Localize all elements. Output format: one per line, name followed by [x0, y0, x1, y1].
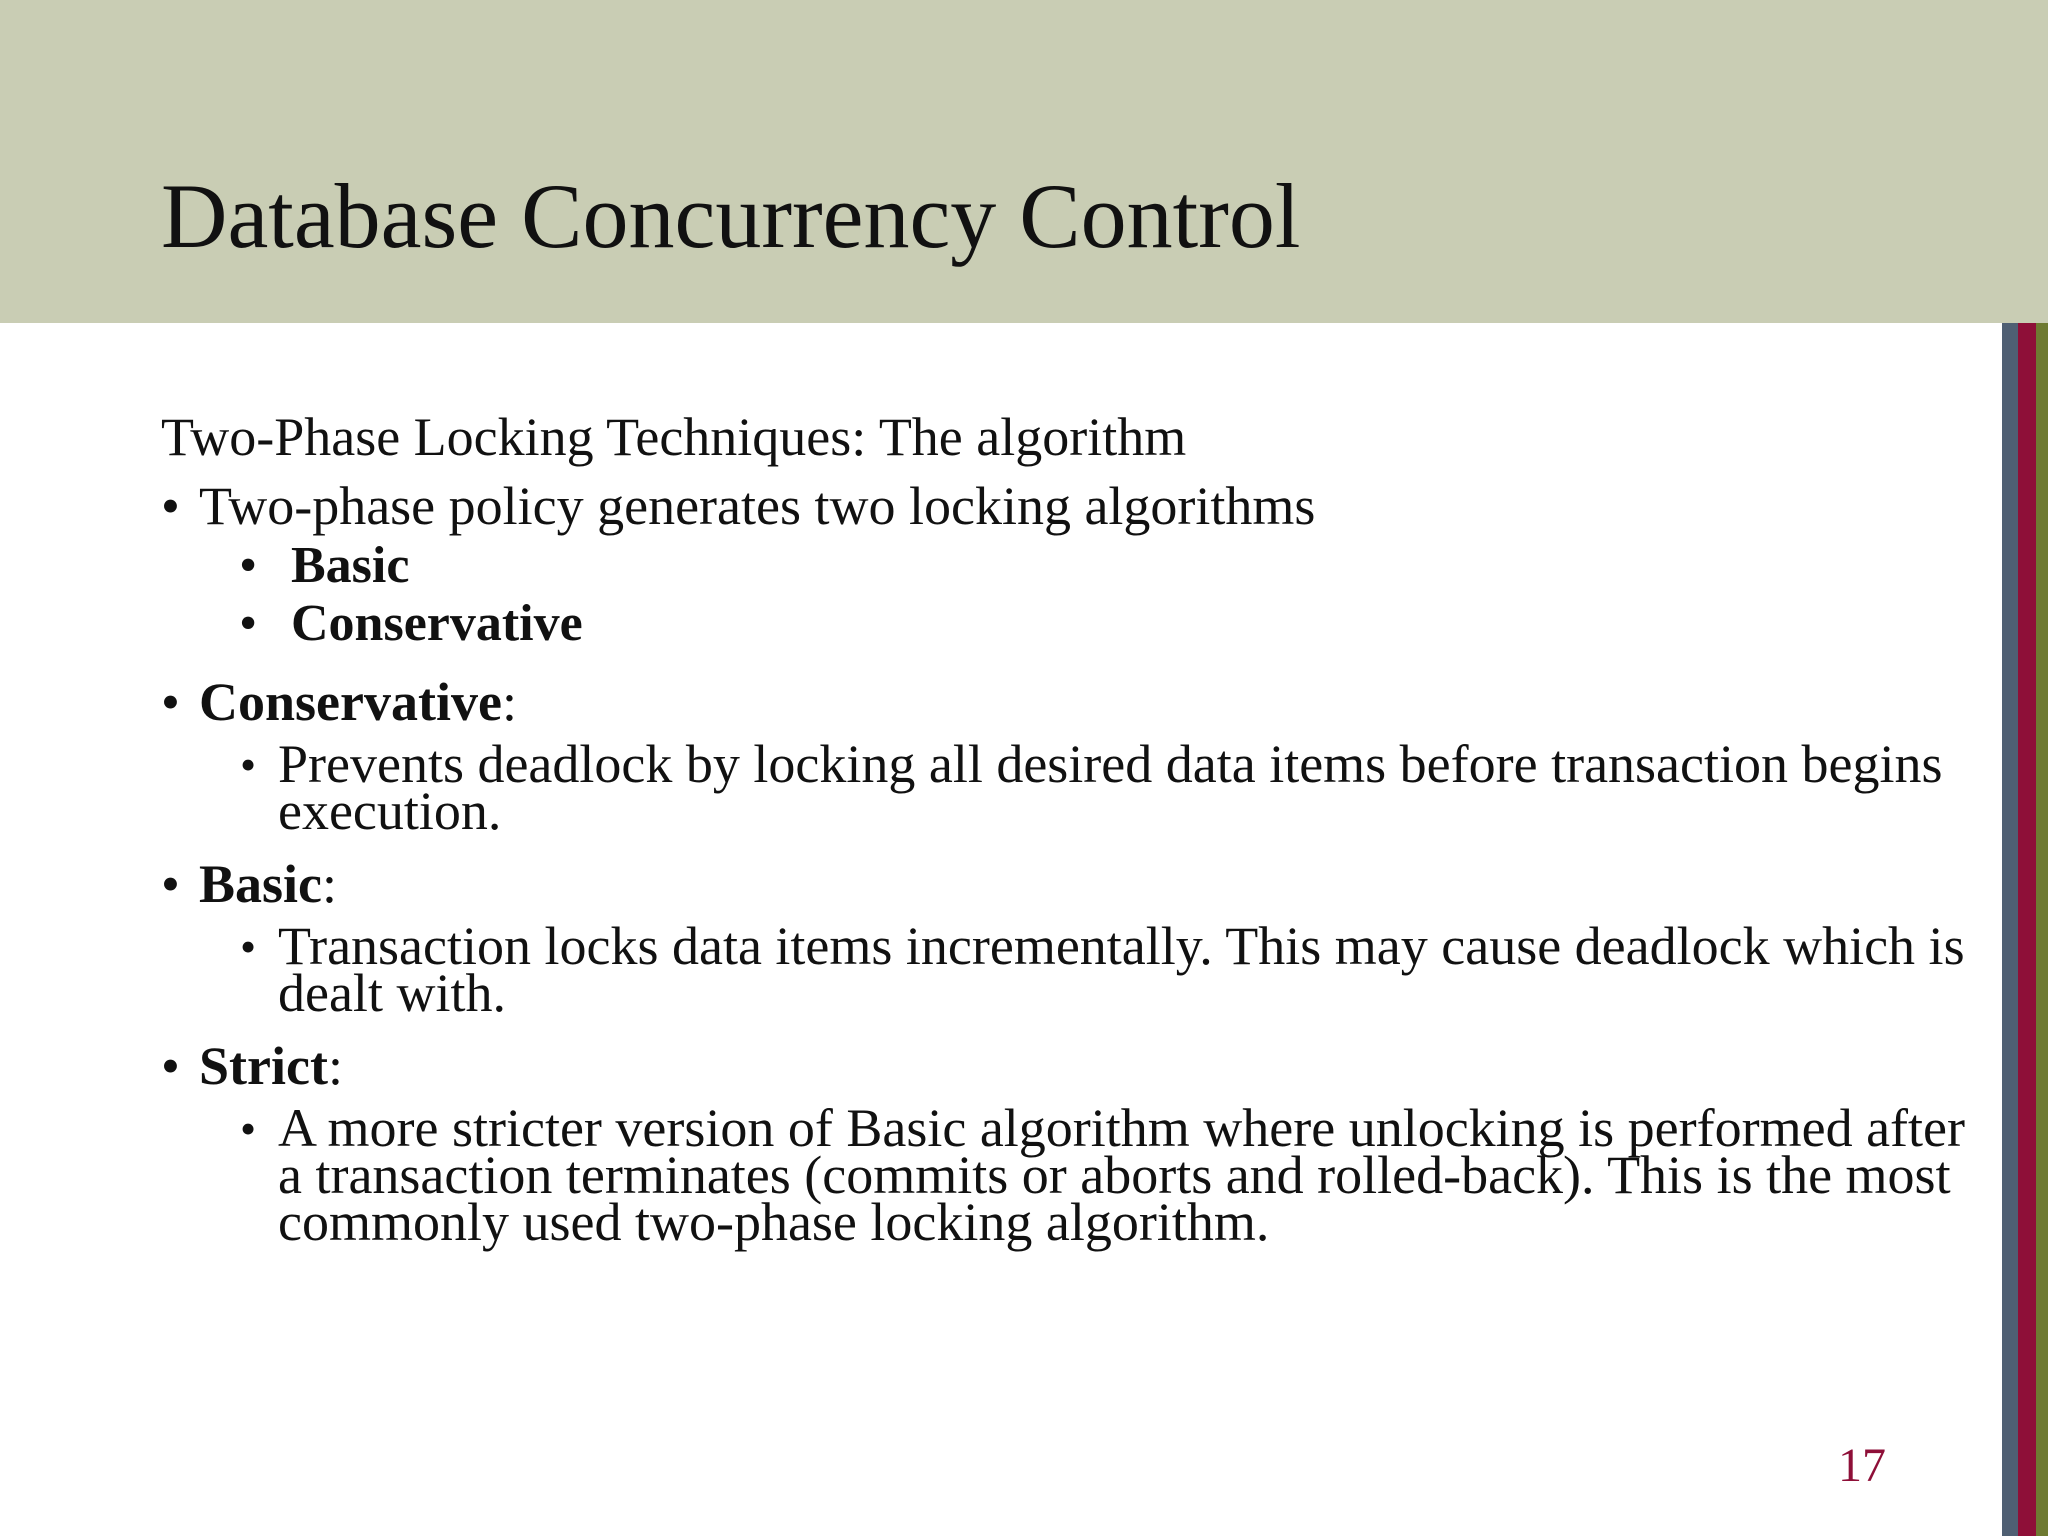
conservative-detail [161, 734, 1981, 841]
strict-detail [161, 1098, 1981, 1252]
sub-bullet-label: Conservative [291, 595, 583, 652]
bullet-dot: • [239, 595, 258, 652]
basic-label: Basic [199, 854, 323, 914]
conservative-detail-text: Prevents deadlock by locking all desired data items before transaction begins execution. [278, 734, 1943, 841]
policy-text: Two-phase policy generates two locking algorithms [199, 476, 1316, 536]
basic-detail [161, 916, 1981, 1023]
accent-stripe-red [2018, 323, 2036, 1536]
bullet-dot: • [240, 921, 257, 972]
slide-title: Database Concurrency Control [161, 165, 1301, 267]
bullet-basic [161, 853, 1981, 915]
page-number: 17 [1838, 1439, 1886, 1492]
slide-body [161, 405, 1981, 1252]
accent-stripe-slate [2002, 323, 2018, 1536]
bullet-strict [161, 1035, 1981, 1097]
bullet-dot: • [161, 476, 180, 536]
colon: : [322, 854, 338, 914]
bullet-dot: • [161, 1036, 180, 1096]
bullet-dot: • [240, 1103, 257, 1154]
colon: : [501, 672, 517, 732]
conservative-label: Conservative [199, 672, 502, 732]
header-band [0, 0, 2048, 323]
bullet-policy [161, 475, 1981, 537]
bullet-dot: • [240, 739, 257, 790]
sub-bullet-conservative [161, 595, 1981, 653]
accent-stripe-olive [2036, 323, 2048, 1536]
sub-bullet-label: Basic [291, 537, 410, 594]
bullet-dot: • [161, 854, 180, 914]
bullet-conservative [161, 671, 1981, 733]
strict-label: Strict [199, 1036, 328, 1096]
bullet-dot: • [161, 672, 180, 732]
colon: : [327, 1036, 343, 1096]
strict-detail-text: A more stricter version of Basic algorithm where unlocking is performed after a transaction terminates (commits or aborts and rolled-back). This is the most commonly used two-phase locking algorithm. [278, 1098, 1965, 1252]
bullet-dot: • [239, 537, 258, 594]
intro-line: Two-Phase Locking Techniques: The algorithm [161, 407, 1187, 467]
sub-bullet-basic [161, 537, 1981, 595]
basic-detail-text: Transaction locks data items incrementally. This may cause deadlock which is dealt with. [278, 916, 1965, 1023]
